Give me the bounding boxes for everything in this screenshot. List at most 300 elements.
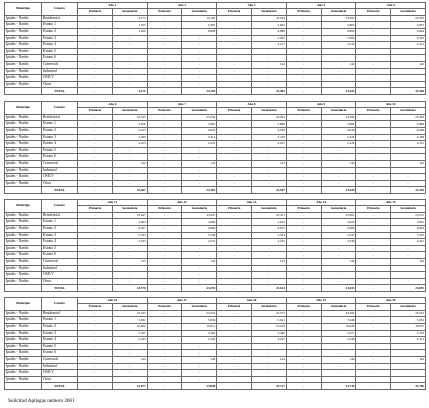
value-cell: 23,573 xyxy=(251,310,286,317)
value-cell: 9,895 xyxy=(321,28,356,35)
value-cell: - xyxy=(286,350,321,357)
municipio-cell: Ipiales - Nariño xyxy=(5,141,42,148)
table-row xyxy=(5,61,426,68)
value-cell: 5,357 xyxy=(112,330,147,337)
value-cell: - xyxy=(286,180,321,187)
value-cell: 5,343 xyxy=(252,232,287,239)
data-table xyxy=(4,199,426,292)
value-cell: - xyxy=(217,121,252,128)
value-cell: - xyxy=(356,323,391,330)
year-header: Año 1 xyxy=(78,3,148,9)
municipio-cell: Ipiales - Nariño xyxy=(5,167,42,174)
value-cell: - xyxy=(217,323,252,330)
value-cell: - xyxy=(78,42,113,49)
value-cell: - xyxy=(286,28,321,35)
value-cell: - xyxy=(217,22,252,29)
value-cell: - xyxy=(356,154,391,161)
total-value-cell: - xyxy=(78,187,113,194)
value-cell: - xyxy=(286,343,321,350)
header-primaria: Primaria xyxy=(78,108,113,114)
value-cell: - xyxy=(182,265,217,272)
value-cell: - xyxy=(286,160,321,167)
municipio-cell: Ipiales - Nariño xyxy=(5,323,42,330)
value-cell: - xyxy=(356,35,391,42)
municipio-cell: Ipiales - Nariño xyxy=(5,75,42,82)
value-cell: 2,251 xyxy=(391,337,426,344)
value-cell: - xyxy=(78,350,113,357)
value-cell: - xyxy=(217,160,252,167)
value-cell: - xyxy=(182,174,217,181)
value-cell: - xyxy=(321,81,356,88)
value-cell: - xyxy=(251,180,286,187)
municipio-cell: Ipiales - Nariño xyxy=(5,343,42,350)
value-cell: - xyxy=(286,337,321,344)
value-cell: - xyxy=(391,147,426,154)
value-cell: - xyxy=(147,350,182,357)
value-cell: - xyxy=(147,252,182,259)
total-empty-cell xyxy=(5,187,42,194)
total-value-cell: 23,717 xyxy=(251,383,286,390)
total-value-cell: - xyxy=(356,88,391,95)
value-cell: - xyxy=(321,245,356,252)
value-cell: 5,899 xyxy=(391,121,426,128)
header-secundaria: Secundaria xyxy=(321,206,356,212)
value-cell: - xyxy=(217,134,252,141)
value-cell: - xyxy=(182,61,217,68)
header-secundaria: Secundaria xyxy=(321,304,356,310)
total-value-cell: - xyxy=(78,88,113,95)
header-primaria: Primaria xyxy=(78,206,113,212)
value-cell: - xyxy=(286,265,321,272)
value-cell: 9,886 xyxy=(251,28,286,35)
value-cell: - xyxy=(391,245,426,252)
table-row xyxy=(5,212,426,219)
municipio-cell: Ipiales - Nariño xyxy=(5,258,42,265)
year-header: Año 4 xyxy=(286,3,356,9)
value-cell: - xyxy=(217,343,252,350)
value-cell: - xyxy=(391,265,426,272)
header-primaria: Primaria xyxy=(286,9,321,15)
usuario-cell: Estrato 2 xyxy=(42,28,78,35)
table-row xyxy=(5,310,426,317)
value-cell: 5,314 xyxy=(182,134,217,141)
total-value-cell: 23,613 xyxy=(252,285,287,292)
header-municipio: Municipio xyxy=(5,3,42,16)
usuario-cell: Estrato 5 xyxy=(42,343,78,350)
value-cell: - xyxy=(182,245,217,252)
value-cell: - xyxy=(356,278,391,285)
value-cell: - xyxy=(147,330,182,337)
value-cell: 142 xyxy=(391,61,426,68)
value-cell: - xyxy=(147,180,182,187)
value-cell: - xyxy=(182,278,217,285)
footnote: Solicitud Aplisgas número 2661 xyxy=(8,398,75,404)
table-row xyxy=(5,75,426,82)
value-cell: - xyxy=(78,55,113,62)
value-cell: 142 xyxy=(251,61,286,68)
value-cell: - xyxy=(78,219,113,226)
value-cell: - xyxy=(147,75,182,82)
total-value-cell: - xyxy=(356,187,391,194)
value-cell: - xyxy=(147,134,182,141)
value-cell: - xyxy=(286,68,321,75)
year-header: Año 2 xyxy=(147,3,217,9)
table-row xyxy=(5,272,426,279)
table-block-2 xyxy=(4,101,425,194)
value-cell: - xyxy=(321,370,356,377)
value-cell: 5,333 xyxy=(112,232,147,239)
value-cell: - xyxy=(321,272,356,279)
value-cell: - xyxy=(286,376,321,383)
table-row xyxy=(5,343,426,350)
table-row xyxy=(5,356,426,363)
value-cell: - xyxy=(78,114,113,121)
value-cell: - xyxy=(217,141,252,148)
value-cell: - xyxy=(147,160,182,167)
value-cell: - xyxy=(391,278,426,285)
value-cell: - xyxy=(182,55,217,62)
value-cell: - xyxy=(147,376,182,383)
total-value-cell: - xyxy=(356,383,391,390)
value-cell: - xyxy=(391,167,426,174)
value-cell: - xyxy=(78,75,113,82)
usuario-cell: Industrial xyxy=(42,167,78,174)
value-cell: - xyxy=(78,239,113,246)
municipio-cell: Ipiales - Nariño xyxy=(5,363,42,370)
usuario-cell: OSICV xyxy=(42,370,78,377)
table-row xyxy=(5,174,426,181)
value-cell: 5,875 xyxy=(391,22,426,29)
value-cell: - xyxy=(356,370,391,377)
value-cell: 23,515 xyxy=(391,212,426,219)
value-cell: - xyxy=(286,225,321,232)
table-row xyxy=(5,225,426,232)
municipio-cell: Ipiales - Nariño xyxy=(5,68,42,75)
value-cell: - xyxy=(112,81,147,88)
value-cell: 143 xyxy=(391,160,426,167)
value-cell: - xyxy=(321,174,356,181)
value-cell: - xyxy=(251,174,286,181)
value-cell: 5,894 xyxy=(321,121,356,128)
value-cell: - xyxy=(286,310,321,317)
value-cell: - xyxy=(286,363,321,370)
value-cell: - xyxy=(251,48,286,55)
value-cell: - xyxy=(286,174,321,181)
value-cell: 23,325 xyxy=(112,114,147,121)
value-cell: 10,011 xyxy=(182,323,217,330)
value-cell: - xyxy=(112,55,147,62)
data-table xyxy=(4,2,426,95)
value-cell: 5,304 xyxy=(321,35,356,42)
value-cell: - xyxy=(286,147,321,154)
value-cell: - xyxy=(356,134,391,141)
header-primaria: Primaria xyxy=(147,304,182,310)
value-cell: - xyxy=(78,35,113,42)
value-cell: - xyxy=(321,350,356,357)
value-cell: - xyxy=(217,356,252,363)
value-cell: - xyxy=(356,239,391,246)
value-cell: - xyxy=(78,61,113,68)
value-cell: - xyxy=(251,147,286,154)
table-row xyxy=(5,42,426,49)
usuario-cell: Estrato 2 xyxy=(42,323,78,330)
value-cell: - xyxy=(112,180,147,187)
table-row xyxy=(5,28,426,35)
value-cell: 142 xyxy=(112,160,147,167)
value-cell: - xyxy=(286,61,321,68)
value-cell: - xyxy=(112,278,147,285)
value-cell: 5,328 xyxy=(391,134,426,141)
value-cell: 143 xyxy=(182,258,217,265)
value-cell: - xyxy=(217,154,252,161)
value-cell: - xyxy=(217,278,252,285)
total-empty-cell xyxy=(5,88,42,95)
value-cell: - xyxy=(217,219,252,226)
municipio-cell: Ipiales - Nariño xyxy=(5,337,42,344)
total-value-cell: 23,487 xyxy=(182,187,217,194)
total-value-cell: - xyxy=(286,88,321,95)
value-cell: - xyxy=(147,81,182,88)
data-table xyxy=(4,297,426,390)
value-cell: - xyxy=(391,48,426,55)
value-cell: - xyxy=(391,174,426,181)
year-header: Año 16 xyxy=(78,298,148,304)
header-secundaria: Secundaria xyxy=(391,206,426,212)
value-cell: - xyxy=(356,127,391,134)
data-table xyxy=(4,101,426,194)
value-cell: - xyxy=(217,75,252,82)
value-cell: 23,447 xyxy=(182,212,217,219)
usuario-cell: Estrato 4 xyxy=(42,42,78,49)
value-cell: - xyxy=(251,55,286,62)
value-cell: - xyxy=(391,350,426,357)
value-cell: - xyxy=(286,15,321,22)
header-primaria: Primaria xyxy=(217,108,252,114)
value-cell: 9,904 xyxy=(391,28,426,35)
value-cell: 10,028 xyxy=(321,323,356,330)
table-row xyxy=(5,258,426,265)
municipio-cell: Ipiales - Nariño xyxy=(5,356,42,363)
value-cell: - xyxy=(252,265,287,272)
value-cell: - xyxy=(147,370,182,377)
usuario-cell: OSICV xyxy=(42,174,78,181)
year-header: Año 17 xyxy=(147,298,217,304)
value-cell: 9,939 xyxy=(321,127,356,134)
value-cell: 23,471 xyxy=(252,212,287,219)
value-cell: - xyxy=(147,127,182,134)
value-cell: - xyxy=(147,356,182,363)
value-cell: - xyxy=(182,252,217,259)
value-cell: 142 xyxy=(321,61,356,68)
municipio-cell: Ipiales - Nariño xyxy=(5,15,42,22)
table-row xyxy=(5,278,426,285)
value-cell: 5,915 xyxy=(252,219,287,226)
value-cell: - xyxy=(217,337,252,344)
value-cell: - xyxy=(286,22,321,29)
municipio-cell: Ipiales - Nariño xyxy=(5,245,42,252)
usuario-cell: OSICV xyxy=(42,75,78,82)
value-cell: - xyxy=(286,42,321,49)
header-primaria: Primaria xyxy=(147,9,182,15)
value-cell: - xyxy=(78,376,113,383)
value-cell: - xyxy=(182,363,217,370)
value-cell: - xyxy=(147,265,182,272)
usuario-cell: Estrato 3 xyxy=(42,35,78,42)
value-cell: 2,235 xyxy=(182,239,217,246)
year-header: Año 18 xyxy=(217,298,287,304)
value-cell: 5,347 xyxy=(321,232,356,239)
usuario-cell: Comercial xyxy=(42,160,78,167)
header-primaria: Primaria xyxy=(356,108,391,114)
value-cell: - xyxy=(286,356,321,363)
year-header: Año 14 xyxy=(286,200,356,206)
value-cell: - xyxy=(356,212,391,219)
value-cell: 5,362 xyxy=(182,330,217,337)
total-value-cell: 23,549 xyxy=(391,187,426,194)
header-primaria: Primaria xyxy=(217,304,252,310)
value-cell: - xyxy=(147,232,182,239)
value-cell: 23,533 xyxy=(112,310,147,317)
value-cell: 2,233 xyxy=(112,239,147,246)
table-row xyxy=(5,376,426,383)
table-row xyxy=(5,121,426,128)
value-cell: - xyxy=(321,154,356,161)
value-cell: 2,223 xyxy=(112,141,147,148)
value-cell: - xyxy=(286,278,321,285)
value-cell: - xyxy=(251,167,286,174)
value-cell: - xyxy=(112,376,147,383)
total-row xyxy=(5,285,426,292)
table-row xyxy=(5,245,426,252)
value-cell: - xyxy=(356,42,391,49)
value-cell: 9,948 xyxy=(391,127,426,134)
total-value-cell: 23,529 xyxy=(321,187,356,194)
value-cell: - xyxy=(321,252,356,259)
total-value-cell: - xyxy=(217,383,252,390)
value-cell: - xyxy=(217,212,252,219)
header-usuario: Usuario xyxy=(42,102,78,115)
value-cell: - xyxy=(78,15,113,22)
municipio-cell: Ipiales - Nariño xyxy=(5,317,42,324)
value-cell: - xyxy=(78,48,113,55)
value-cell: - xyxy=(78,141,113,148)
usuario-cell: Comercial xyxy=(42,258,78,265)
value-cell: - xyxy=(78,310,113,317)
value-cell: - xyxy=(147,245,182,252)
value-cell: 144 xyxy=(251,356,286,363)
value-cell: - xyxy=(78,28,113,35)
total-empty-cell xyxy=(5,383,42,390)
value-cell: - xyxy=(356,258,391,265)
municipio-cell: Ipiales - Nariño xyxy=(5,225,42,232)
total-empty-cell xyxy=(5,285,42,292)
value-cell: - xyxy=(356,28,391,35)
usuario-cell: Comercial xyxy=(42,356,78,363)
value-cell: - xyxy=(321,68,356,75)
table-row xyxy=(5,350,426,357)
value-cell: 5,338 xyxy=(182,232,217,239)
value-cell: 2,241 xyxy=(391,239,426,246)
table-row xyxy=(5,180,426,187)
value-cell: - xyxy=(147,363,182,370)
value-cell: 144 xyxy=(321,258,356,265)
value-cell: - xyxy=(147,323,182,330)
value-cell: - xyxy=(252,272,287,279)
value-cell: 2,219 xyxy=(321,42,356,49)
value-cell: - xyxy=(321,376,356,383)
value-cell: - xyxy=(251,350,286,357)
value-cell: - xyxy=(78,180,113,187)
value-cell: - xyxy=(356,245,391,252)
usuario-cell: Comercial xyxy=(42,61,78,68)
value-cell: 23,344 xyxy=(182,114,217,121)
value-cell: - xyxy=(286,75,321,82)
value-cell: - xyxy=(217,310,252,317)
value-cell: - xyxy=(391,154,426,161)
header-municipio: Municipio xyxy=(5,200,42,213)
value-cell: - xyxy=(217,42,252,49)
value-cell: - xyxy=(356,81,391,88)
value-cell: - xyxy=(147,48,182,55)
value-cell: - xyxy=(217,114,252,121)
value-cell: 23,427 xyxy=(112,212,147,219)
usuario-cell: Estrato 5 xyxy=(42,147,78,154)
value-cell: 9,913 xyxy=(112,127,147,134)
table-row xyxy=(5,219,426,226)
table-row xyxy=(5,147,426,154)
value-cell: - xyxy=(251,68,286,75)
value-cell: 14,195 xyxy=(182,15,217,22)
total-row xyxy=(5,88,426,95)
value-cell: - xyxy=(217,180,252,187)
value-cell: 5,324 xyxy=(321,134,356,141)
value-cell: 143 xyxy=(252,258,287,265)
value-cell: - xyxy=(78,68,113,75)
value-cell: - xyxy=(78,265,113,272)
municipio-cell: Ipiales - Nariño xyxy=(5,370,42,377)
municipio-cell: Ipiales - Nariño xyxy=(5,147,42,154)
header-secundaria: Secundaria xyxy=(251,108,286,114)
value-cell: - xyxy=(147,42,182,49)
value-cell: 2,221 xyxy=(391,42,426,49)
value-cell: - xyxy=(147,278,182,285)
value-cell: 9,975 xyxy=(252,225,287,232)
total-value-cell: 23,507 xyxy=(251,187,286,194)
value-cell: - xyxy=(321,75,356,82)
table-row xyxy=(5,81,426,88)
usuario-cell: Estrato 5 xyxy=(42,245,78,252)
value-cell: - xyxy=(78,167,113,174)
value-cell: - xyxy=(356,225,391,232)
value-cell: - xyxy=(147,212,182,219)
municipio-cell: Ipiales - Nariño xyxy=(5,180,42,187)
value-cell: - xyxy=(356,141,391,148)
header-secundaria: Secundaria xyxy=(112,304,147,310)
usuario-cell: Estrato 5 xyxy=(42,48,78,55)
municipio-cell: Ipiales - Nariño xyxy=(5,265,42,272)
value-cell: - xyxy=(78,147,113,154)
value-cell: - xyxy=(217,81,252,88)
table-row xyxy=(5,15,426,22)
value-cell: 2,227 xyxy=(251,141,286,148)
total-value-cell: - xyxy=(78,383,113,390)
value-cell: - xyxy=(78,272,113,279)
value-cell: - xyxy=(286,252,321,259)
value-cell: - xyxy=(391,272,426,279)
table-row xyxy=(5,141,426,148)
value-cell: - xyxy=(217,376,252,383)
value-cell: 143 xyxy=(112,258,147,265)
